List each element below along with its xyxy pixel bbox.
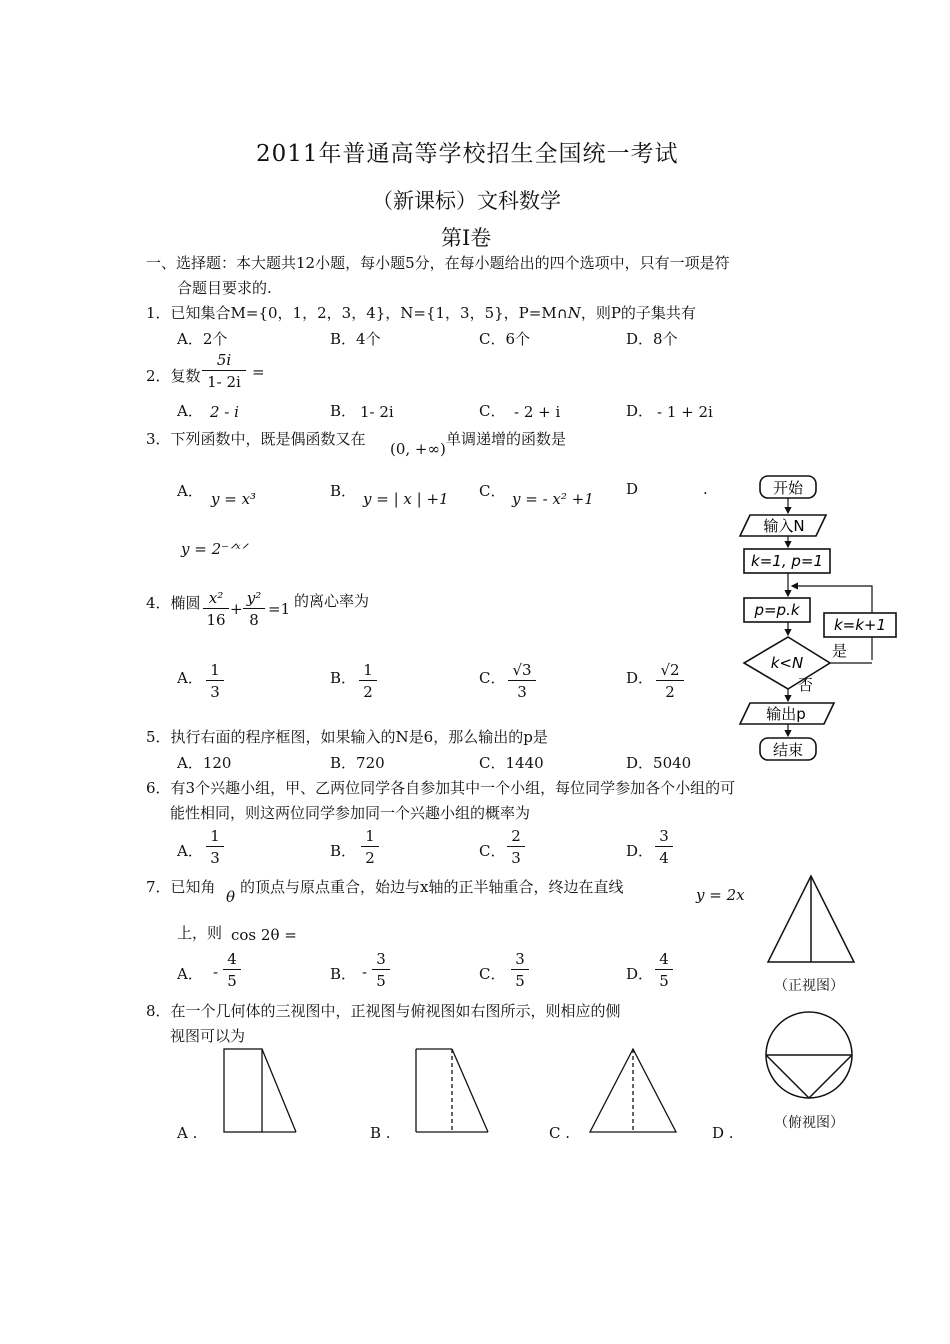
- front-view-figure: [766, 874, 858, 966]
- q8-stem-cont: 视图可以为: [170, 1027, 246, 1045]
- flowchart-input: 输入N: [763, 517, 805, 535]
- q2-option-a-label[interactable]: A．: [177, 402, 203, 420]
- q7-option-a[interactable]: $\frac{4}{5}$: [223, 949, 241, 992]
- q7-option-b[interactable]: $\frac{3}{5}$: [372, 949, 390, 992]
- q7-option-c-label[interactable]: C．: [479, 965, 506, 983]
- q6-stem-cont: 能性相同，则这两位同学参加同一个兴趣小组的概率为: [170, 804, 531, 822]
- q3-option-d-dot: .: [703, 480, 708, 498]
- top-view-caption: （俯视图）: [774, 1115, 844, 1131]
- flowchart: [740, 472, 905, 767]
- q7-line: y = 2x: [696, 886, 745, 904]
- q6-option-d[interactable]: $\frac{3}{4}$: [655, 826, 673, 869]
- q3-option-b[interactable]: y = | x | +1: [363, 490, 449, 508]
- q3-stem-a: 3．下列函数中，既是偶函数又在: [146, 430, 366, 448]
- q8-option-a-label[interactable]: A .: [177, 1124, 198, 1142]
- q3-option-b-label[interactable]: B．: [330, 482, 357, 500]
- q2-option-d[interactable]: - 1 + 2i: [657, 403, 713, 421]
- q4-option-d-label[interactable]: D．: [626, 669, 654, 687]
- q1-option-c[interactable]: C．6个: [479, 330, 531, 348]
- q7-option-a-label[interactable]: A．: [177, 965, 203, 983]
- flowchart-increment: k=k+1: [833, 616, 887, 634]
- flowchart-cond: k<N: [770, 654, 804, 672]
- flowchart-assign: p=p.k: [754, 601, 800, 619]
- q2-equals: =: [252, 363, 265, 381]
- q1-option-a[interactable]: A．2个: [177, 330, 228, 348]
- q4-stem: 4．椭圆: [146, 594, 201, 612]
- q7-option-d-label[interactable]: D．: [626, 965, 654, 983]
- q2-stem: 2．复数: [146, 367, 201, 385]
- q6-option-a-label[interactable]: A．: [177, 842, 203, 860]
- flowchart-start: 开始: [772, 479, 804, 497]
- q8-option-a-figure[interactable]: [222, 1048, 302, 1138]
- q2-fraction: $\frac{5i}{1- 2i}$: [202, 350, 246, 393]
- q8-option-b-figure[interactable]: [414, 1048, 494, 1138]
- volume-label: 第Ⅰ卷: [441, 226, 492, 250]
- q4-option-b-label[interactable]: B．: [330, 669, 357, 687]
- flowchart-no: 否: [798, 676, 814, 694]
- q6-option-b-label[interactable]: B．: [330, 842, 357, 860]
- q5-option-a[interactable]: A．120: [177, 754, 232, 772]
- q3-option-c[interactable]: y = - x² +1: [512, 490, 594, 508]
- q6-option-a[interactable]: $\frac{1}{3}$: [206, 826, 224, 869]
- q7-stem-a: 7．已知角: [146, 878, 216, 896]
- q4-fraction-y: $\frac{\text{y²}}{8}$: [243, 588, 265, 631]
- q8-option-c-figure[interactable]: [588, 1048, 680, 1138]
- q8-option-b-label[interactable]: B .: [370, 1124, 391, 1142]
- q3-option-d[interactable]: y = 2⁻ᐟˣᐟ: [181, 540, 248, 558]
- q4-option-c[interactable]: $\frac{√3}{3}$: [508, 660, 536, 703]
- q3-option-a[interactable]: y = x³: [211, 490, 257, 508]
- flowchart-yes: 是: [832, 642, 848, 660]
- page-title: 2011年普通高等学校招生全国统一考试: [256, 141, 679, 167]
- q4-stem-tail: 的离心率为: [294, 592, 370, 610]
- q3-option-c-label[interactable]: C．: [479, 482, 506, 500]
- q7-cos: cos 2θ =: [231, 926, 297, 944]
- q2-option-c-label[interactable]: C．: [479, 402, 506, 420]
- q3-option-d-label[interactable]: D: [626, 480, 639, 498]
- flowchart-end: 结束: [772, 741, 804, 759]
- page-subtitle: （新课标）文科数学: [372, 189, 561, 213]
- q7-stem-b: 的顶点与原点重合，始边与x轴的正半轴重合，终边在直线: [240, 878, 624, 896]
- q8-option-c-label[interactable]: C .: [549, 1124, 571, 1142]
- q3-interval: (0, +∞): [390, 440, 446, 458]
- q8-option-d-label[interactable]: D .: [712, 1124, 734, 1142]
- q4-option-c-label[interactable]: C．: [479, 669, 506, 687]
- q7-option-b-sign: -: [362, 963, 368, 981]
- q8-stem: 8．在一个几何体的三视图中，正视图与俯视图如右图所示，则相应的侧: [146, 1002, 621, 1020]
- q3-option-a-label[interactable]: A．: [177, 482, 203, 500]
- q5-option-d[interactable]: D．5040: [626, 754, 692, 772]
- flowchart-output: 输出p: [766, 705, 806, 723]
- q5-option-b[interactable]: B．720: [330, 754, 385, 772]
- q2-option-b-label[interactable]: B．: [330, 402, 357, 420]
- q4-option-a[interactable]: $\frac{1}{3}$: [206, 660, 224, 703]
- q4-option-a-label[interactable]: A．: [177, 669, 203, 687]
- q2-option-d-label[interactable]: D．: [626, 402, 654, 420]
- q6-option-c-label[interactable]: C．: [479, 842, 506, 860]
- q7-option-c[interactable]: $\frac{3}{5}$: [511, 949, 529, 992]
- q6-option-b[interactable]: $\frac{1}{2}$: [361, 826, 379, 869]
- q1-stem: 1．已知集合M={0，1，2，3，4}，N={1，3，5}，P=M∩N，则P的子集共有: [146, 304, 696, 322]
- q2-option-b[interactable]: 1- 2i: [360, 403, 394, 421]
- q1-option-d[interactable]: D．8个: [626, 330, 678, 348]
- q3-stem-b: 单调递增的函数是: [446, 430, 567, 448]
- q6-stem: 6．有3个兴趣小组，甲、乙两位同学各自参加其中一个小组，每位同学参加各个小组的可: [146, 779, 736, 797]
- q7-option-d[interactable]: $\frac{4}{5}$: [655, 949, 673, 992]
- q7-theta: θ: [226, 888, 236, 906]
- flowchart-init: k=1, p=1: [751, 552, 823, 570]
- top-view-figure: [763, 1010, 855, 1102]
- q2-option-a[interactable]: 2 - i: [210, 403, 239, 421]
- q4-fraction-x: $\frac{\text{x²}}{16}$: [203, 588, 229, 631]
- front-view-caption: （正视图）: [774, 978, 844, 994]
- section-instruction-cont: 合题目要求的.: [177, 279, 272, 297]
- q1-option-b[interactable]: B．4个: [330, 330, 381, 348]
- q5-option-c[interactable]: C．1440: [479, 754, 544, 772]
- q4-eq: =1: [268, 600, 291, 618]
- q5-stem: 5．执行右面的程序框图，如果输入的N是6，那么输出的p是: [146, 728, 548, 746]
- q4-plus: +: [230, 600, 243, 618]
- q6-option-c[interactable]: $\frac{2}{3}$: [507, 826, 525, 869]
- q4-option-d[interactable]: $\frac{√2}{2}$: [656, 660, 684, 703]
- q7-stem-line2: 上，则: [177, 924, 223, 942]
- q7-option-b-label[interactable]: B．: [330, 965, 357, 983]
- q2-option-c[interactable]: - 2 + i: [514, 403, 561, 421]
- q6-option-d-label[interactable]: D．: [626, 842, 654, 860]
- q4-option-b[interactable]: $\frac{1}{2}$: [359, 660, 377, 703]
- q7-option-a-sign: -: [213, 963, 219, 981]
- section-instruction: 一、选择题：本大题共12小题，每小题5分，在每小题给出的四个选项中，只有一项是符: [146, 254, 730, 272]
